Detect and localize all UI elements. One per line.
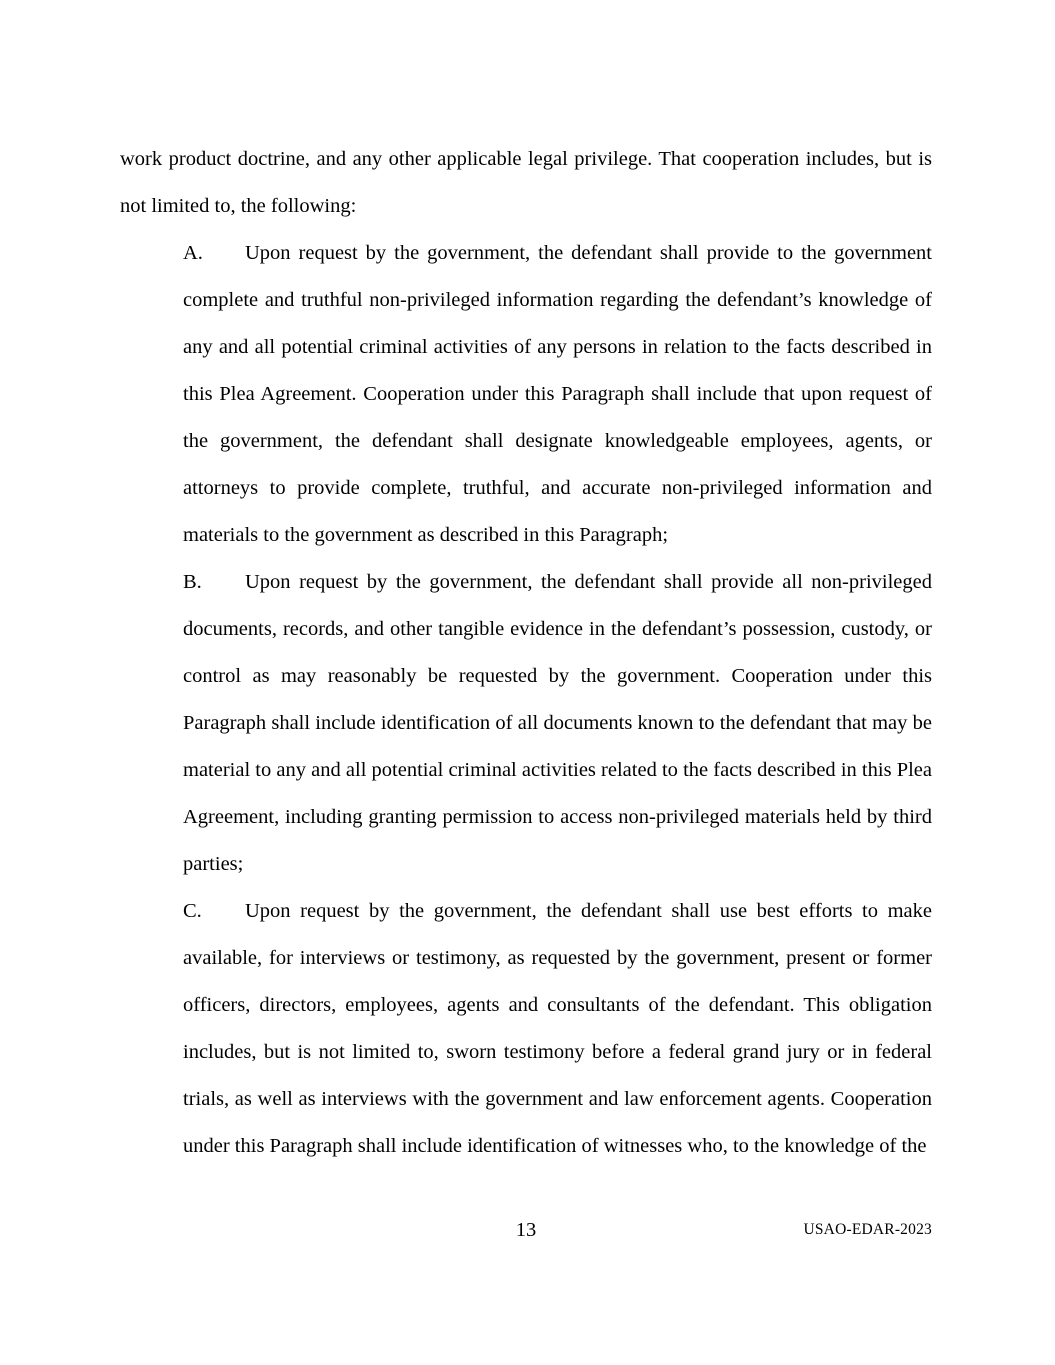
paragraph-item-c bbox=[120, 888, 932, 1170]
paragraph-item-a bbox=[120, 230, 932, 559]
paragraph-item-b bbox=[120, 559, 932, 888]
paragraph-item-a-text: Upon request by the government, the defendant shall provide to the government complete and truthful non-privileged information regarding the defendant’s knowledge of any and all potential criminal activities of any persons in relation to the facts described in this Plea Agreement. Cooperation under this Paragraph shall include that upon request of the government, the defendant shall designate knowledgeable employees, agents, or attorneys to provide complete, truthful, and accurate non-privileged information and materials to the government as described in this Paragraph; bbox=[183, 242, 932, 546]
page-footer bbox=[120, 1215, 932, 1245]
paragraph-item-c-text: Upon request by the government, the defendant shall use best efforts to make available, for interviews or testimony, as requested by the government, present or former officers, directors, employees, agents and consultants of the defendant. This obligation includes, but is not limited to, sworn testimony before a federal grand jury or in federal trials, as well as interviews with the government and law enforcement agents. Cooperation under this Paragraph shall include identification of witnesses who, to the knowledge of the bbox=[183, 900, 932, 1157]
paragraph-item-b-text: Upon request by the government, the defendant shall provide all non-privileged documents, records, and other tangible evidence in the defendant’s possession, custody, or control as may reasonably be requested by the government. Cooperation under this Paragraph shall include identification of all documents known to the defendant that may be material to any and all potential criminal activities related to the facts described in this Plea Agreement, including granting permission to access non-privileged materials held by third parties; bbox=[183, 571, 932, 875]
page-number: 13 bbox=[515, 1219, 537, 1241]
paragraph-continuation bbox=[120, 136, 932, 230]
paragraph-continuation-text: work product doctrine, and any other applicable legal privilege. That cooperation includes, but is not limited to, the following: bbox=[120, 148, 932, 217]
paragraph-label-a: A. bbox=[183, 242, 203, 264]
paragraph-label-b: B. bbox=[183, 571, 202, 593]
paragraph-label-c: C. bbox=[183, 900, 202, 922]
document-body bbox=[120, 136, 932, 1170]
document-stamp: USAO-EDAR-2023 bbox=[803, 1221, 932, 1238]
